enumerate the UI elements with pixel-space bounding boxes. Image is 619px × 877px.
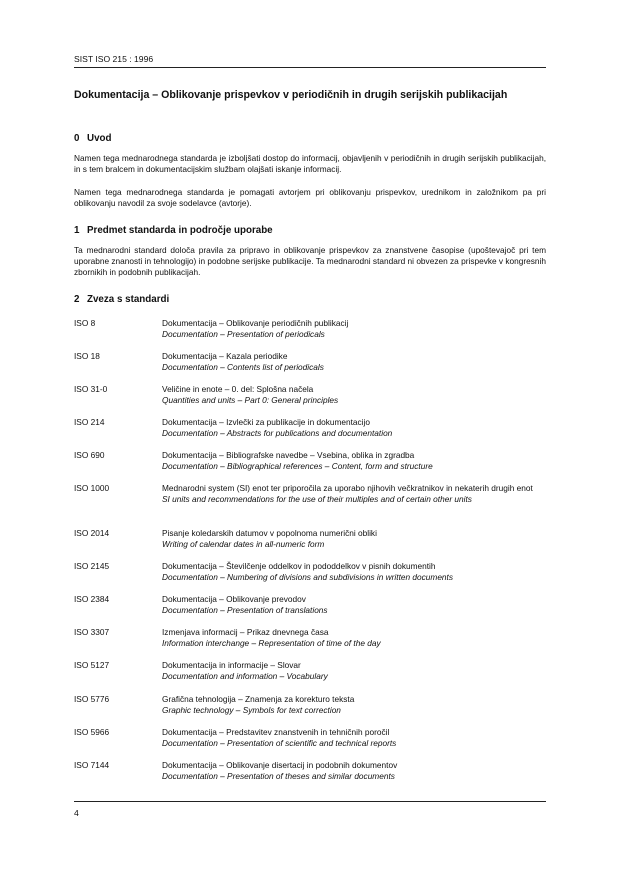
page-number: 4 <box>74 808 79 818</box>
reference-title-sl: Dokumentacija in informacije – Slovar <box>162 660 301 670</box>
reference-title <box>162 694 546 715</box>
reference-title-en: SI units and recommendations for the use of their multiples and of certain other units <box>162 493 472 504</box>
reference-code: ISO 214 <box>74 417 105 427</box>
header-rule <box>74 67 546 68</box>
reference-title <box>162 450 546 471</box>
reference-title <box>162 627 546 648</box>
reference-code: ISO 18 <box>74 351 100 361</box>
reference-title-en: Documentation – Presentation of periodicals <box>162 328 325 339</box>
reference-title-sl: Izmenjava informacij – Prikaz dnevnega časa <box>162 627 329 637</box>
reference-code: ISO 690 <box>74 450 105 460</box>
section-heading-intro <box>74 133 112 144</box>
reference-title-sl: Dokumentacija – Kazala periodike <box>162 351 288 361</box>
reference-title-en: Graphic technology – Symbols for text correction <box>162 704 341 715</box>
footer-rule <box>74 801 546 802</box>
reference-title-en: Documentation – Bibliographical references – Content, form and structure <box>162 460 433 471</box>
section-title: Uvod <box>87 133 112 144</box>
reference-title <box>162 483 546 504</box>
document-header-code: SIST ISO 215 : 1996 <box>74 54 154 64</box>
reference-title-en: Documentation – Numbering of divisions and subdivisions in written documents <box>162 571 454 582</box>
reference-title-en: Documentation – Presentation of translations <box>162 604 328 615</box>
reference-title-en: Information interchange – Representation of time of the day <box>162 637 381 648</box>
reference-code: ISO 7144 <box>74 760 110 770</box>
reference-title-en: Quantities and units – Part 0: General principles <box>162 394 339 405</box>
reference-title-en: Documentation – Presentation of theses and similar documents <box>162 770 395 781</box>
reference-item <box>74 694 546 722</box>
reference-code: ISO 1000 <box>74 483 110 493</box>
reference-item <box>74 528 546 556</box>
document-title: Dokumentacija – Oblikovanje prispevkov v periodičnih in drugih serijskih publikacijah <box>74 89 508 101</box>
section-number: 2 <box>74 294 80 305</box>
section-title: Zveza s standardi <box>87 294 170 305</box>
reference-item <box>74 417 546 445</box>
reference-title-sl: Dokumentacija – Oblikovanje prevodov <box>162 594 306 604</box>
reference-title-en: Documentation – Contents list of periodicals <box>162 361 324 372</box>
reference-title-sl: Dokumentacija – Oblikovanje disertacij in podobnih dokumentov <box>162 760 398 770</box>
section-number: 0 <box>74 133 80 144</box>
section-heading-references <box>74 294 169 305</box>
reference-item <box>74 627 546 655</box>
reference-code: ISO 8 <box>74 318 96 328</box>
reference-title <box>162 594 546 615</box>
scope-paragraph: Ta mednarodni standard določa pravila za pripravo in oblikovanje prispevkov za znanstvene časopise (upoštevajoč pri tem uporabne znanosti in tehnologijo) in podobne serijske publikacije. Ta mednarodni standard ni obvezen za prispevke v kongresnih zbornikih in podobnih publikacijah. <box>74 245 546 277</box>
reference-title-sl: Veličine in enote – 0. del: Splošna načela <box>162 384 314 394</box>
reference-title-sl: Mednarodni system (SI) enot ter priporočila za uporabo njihovih večkratnikov in nekaterih drugih enot <box>162 483 533 493</box>
reference-title-sl: Dokumentacija – Oblikovanje periodičnih publikacij <box>162 318 349 328</box>
reference-item <box>74 561 546 589</box>
reference-title-sl: Dokumentacija – Izvlečki za publikacije in dokumentacijo <box>162 417 370 427</box>
reference-item <box>74 594 546 622</box>
reference-item <box>74 727 546 755</box>
reference-title <box>162 660 546 681</box>
reference-title <box>162 318 546 339</box>
reference-title <box>162 417 546 438</box>
reference-title <box>162 528 546 549</box>
section-heading-scope <box>74 225 273 236</box>
intro-paragraph-2: Namen tega mednarodnega standarda je pomagati avtorjem pri oblikovanju prispevkov, urednikom in založnikom pa pri oblikovanju navodil za svoje sodelavce (avtorje). <box>74 187 546 208</box>
reference-title <box>162 351 546 372</box>
section-title: Predmet standarda in področje uporabe <box>87 225 273 236</box>
reference-item <box>74 450 546 478</box>
reference-title-sl: Pisanje koledarskih datumov v popolnoma numerični obliki <box>162 528 377 538</box>
reference-title-sl: Dokumentacija – Bibliografske navedbe – Vsebina, oblika in zgradba <box>162 450 415 460</box>
reference-item <box>74 351 546 379</box>
reference-title-en: Documentation – Presentation of scientific and technical reports <box>162 737 397 748</box>
reference-item <box>74 483 546 521</box>
section-number: 1 <box>74 225 80 236</box>
reference-code: ISO 2145 <box>74 561 110 571</box>
reference-title-en: Writing of calendar dates in all-numeric form <box>162 538 325 549</box>
reference-title <box>162 384 546 405</box>
reference-code: ISO 2384 <box>74 594 110 604</box>
reference-item <box>74 660 546 688</box>
reference-title-sl: Grafična tehnologija – Znamenja za korekturo teksta <box>162 694 355 704</box>
reference-code: ISO 5127 <box>74 660 110 670</box>
reference-title-en: Documentation and information – Vocabulary <box>162 670 328 681</box>
reference-code: ISO 2014 <box>74 528 110 538</box>
reference-item <box>74 318 546 346</box>
reference-item <box>74 760 546 788</box>
reference-code: ISO 5966 <box>74 727 110 737</box>
reference-title-sl: Dokumentacija – Številčenje oddelkov in pododdelkov v pisnih dokumentih <box>162 561 436 571</box>
reference-item <box>74 384 546 412</box>
reference-title-en: Documentation – Abstracts for publications and documentation <box>162 427 393 438</box>
reference-code: ISO 31-0 <box>74 384 108 394</box>
reference-title <box>162 561 546 582</box>
reference-code: ISO 5776 <box>74 694 110 704</box>
reference-code: ISO 3307 <box>74 627 110 637</box>
intro-paragraph-1: Namen tega mednarodnega standarda je izboljšati dostop do informacij, objavljenih v periodičnih in drugih serijskih publikacijah, in s tem bralcem in dokumentacijskim službam olajšati iskanje informacij. <box>74 153 546 174</box>
reference-title <box>162 727 546 748</box>
reference-title-sl: Dokumentacija – Predstavitev znanstvenih in tehničnih poročil <box>162 727 390 737</box>
reference-title <box>162 760 546 781</box>
